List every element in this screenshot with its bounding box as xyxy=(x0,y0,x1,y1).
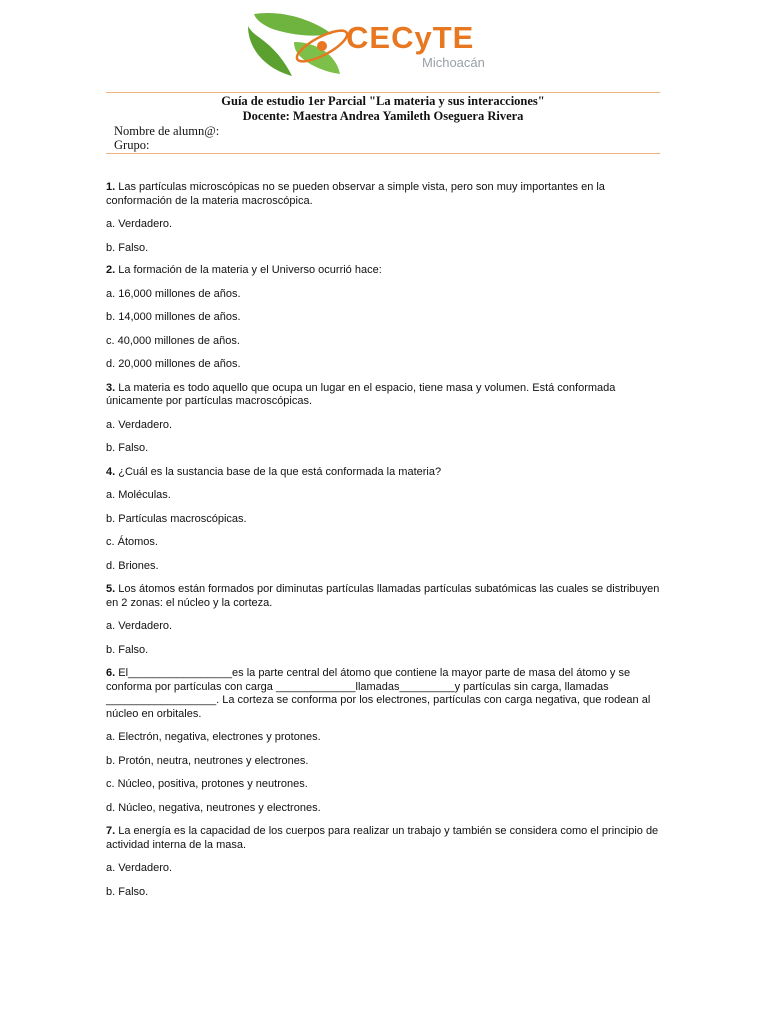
option: b. Protón, neutra, neutrones y electrones. xyxy=(106,754,309,767)
question-3 xyxy=(106,382,666,409)
group-label: Grupo: xyxy=(114,138,150,152)
question-number: 1. xyxy=(106,181,116,193)
question-text: Las partículas microscópicas no se pueden observar a simple vista, pero son muy importantes en la conformación de la materia macroscópica. xyxy=(106,181,605,207)
logo-subtitle: Michoacán xyxy=(422,55,485,70)
option: d. Núcleo, negativa, neutrones y electrones. xyxy=(106,801,321,814)
option: b. Falso. xyxy=(106,885,149,898)
option: a. Electrón, negativa, electrones y protones. xyxy=(106,731,321,743)
option: a. Verdadero. xyxy=(106,418,173,431)
question-list xyxy=(106,181,666,909)
option: b. Falso. xyxy=(106,643,149,656)
option: a. Verdadero. xyxy=(106,862,173,874)
header-bottom-rule xyxy=(106,153,660,154)
question-text: La materia es todo aquello que ocupa un lugar en el espacio, tiene masa y volumen. Está conformada únicamente por partículas macroscópicas. xyxy=(106,381,616,407)
question-number: 5. xyxy=(106,583,116,595)
option: b. Falso. xyxy=(106,241,149,254)
cecyte-leaf-icon xyxy=(240,8,350,80)
option: b. Falso. xyxy=(106,442,149,454)
option: a. Verdadero. xyxy=(106,218,173,230)
question-5 xyxy=(106,583,666,610)
option: a. Moléculas. xyxy=(106,489,171,501)
question-2 xyxy=(106,264,666,278)
option: a. Verdadero. xyxy=(106,620,173,632)
question-text: ¿Cuál es la sustancia base de la que está conformada la materia? xyxy=(115,465,442,478)
question-text: La formación de la materia y el Universo ocurrió hace: xyxy=(115,264,382,276)
header-top-rule xyxy=(106,92,660,93)
option: b. 14,000 millones de años. xyxy=(106,311,241,323)
logo-brand-text: CECyTE xyxy=(346,20,475,55)
question-number: 3. xyxy=(106,381,116,394)
option: a. 16,000 millones de años. xyxy=(106,287,241,300)
question-text: Los átomos están formados por diminutas partículas llamadas partículas subatómicas las cuales se distribuyen en 2 zonas: el núcleo y la corteza. xyxy=(106,583,660,609)
question-number: 4. xyxy=(106,465,116,478)
question-7 xyxy=(106,825,666,852)
question-text: La energía es la capacidad de los cuerpos para realizar un trabajo y también se considera como el principio de actividad interna de la masa. xyxy=(106,825,659,851)
option: b. Partículas macroscópicas. xyxy=(106,512,247,525)
document-title: Guía de estudio 1er Parcial "La materia y sus interacciones" xyxy=(221,94,545,108)
option: c. Átomos. xyxy=(106,536,158,548)
question-number: 7. xyxy=(106,825,116,837)
question-number: 2. xyxy=(106,264,116,276)
question-text: El_________________es la parte central del átomo que contiene la mayor parte de masa del átomo y se conforma por partículas con carga _____________llamadas_________y partículas sin carga, llamadas __________________. La corteza se conforma por los electrones, partículas con carga negativa, que rodean al núcleo en orbitales. xyxy=(106,667,651,720)
option: d. Briones. xyxy=(106,559,159,572)
question-number: 6. xyxy=(106,667,116,679)
student-name-label: Nombre de alumn@: xyxy=(114,124,220,138)
teacher-name: Docente: Maestra Andrea Yamileth Oseguera Rivera xyxy=(242,109,524,123)
option: c. 40,000 millones de años. xyxy=(106,334,240,347)
option: c. Núcleo, positiva, protones y neutrones. xyxy=(106,778,308,790)
question-6 xyxy=(106,667,666,721)
question-4 xyxy=(106,466,666,480)
option: d. 20,000 millones de años. xyxy=(106,358,241,370)
question-1 xyxy=(106,181,666,208)
